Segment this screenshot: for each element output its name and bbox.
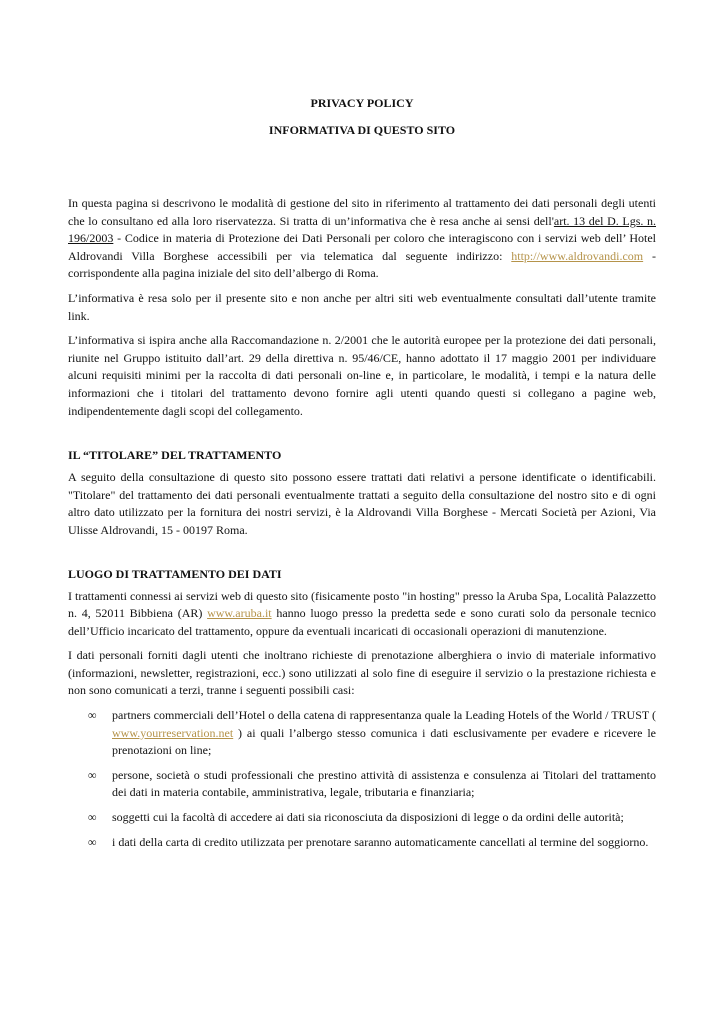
recipients-list (68, 707, 656, 851)
intro-paragraph-2: L’informativa è resa solo per il presente sito e non anche per altri siti web eventualmente consultati dall’utente tramite link. (68, 290, 656, 323)
intro-text-c: - corrispondente alla pagina iniziale del sito dell’albergo di Roma. (68, 248, 656, 281)
intro-text-b: - Codice in materia di Protezione dei Dati Personali per coloro che interagiscono con i servizi web dell’ Hotel Aldrovandi Villa Borghese accessibili per via telematica dal seguente indirizzo: (68, 231, 656, 263)
luogo-paragraph-1 (68, 588, 656, 641)
intro-paragraph-3: L’informativa si ispira anche alla Raccomandazione n. 2/2001 che le autorità europee per la protezione dei dati personali, riunite nel Gruppo istituito dall’art. 29 della direttiva n. 95/46/CE, hanno adottato il 17 maggio 2001 per individuare alcuni requisiti minimi per la raccolta di dati personali on-line e, in particolare, le modalità, i tempi e la natura delle informazioni che i titolari del trattamento devono fornire agli utenti quando questi si collegano a pagine web, indipendentemente dagli scopi del collegamento. (68, 333, 656, 418)
list-item (88, 767, 656, 802)
list-item (88, 809, 656, 827)
infinity-bullet-icon: ∞ (88, 834, 97, 849)
list-item (88, 707, 656, 760)
yourreservation-url-link[interactable]: www.yourreservation.net (112, 725, 234, 740)
section-heading-titolare: IL “TITOLARE” DEL TRATTAMENTO (68, 448, 282, 463)
list-item (88, 834, 656, 852)
infinity-bullet-icon: ∞ (88, 767, 97, 782)
law-reference-link[interactable]: art. 13 del D. Lgs. n. 196/2003 (68, 213, 656, 246)
bullet-1-text-a: partners commerciali dell’Hotel o della catena di rappresentanza quale la Leading Hotels of the World / TRUST ( (112, 708, 656, 723)
infinity-bullet-icon: ∞ (88, 708, 97, 723)
page-subtitle: INFORMATIVA DI QUESTO SITO (268, 123, 456, 137)
aruba-url-link[interactable]: www.aruba.it (207, 606, 272, 621)
intro-text-a: In questa pagina si descrivono le modalità di gestione del sito in riferimento al trattamento dei dati personali degli utenti che lo consultano ed alla loro riservatezza. Si tratta di un’informativa che è resa anche ai sensi dell' (68, 196, 656, 228)
bullet-2-text: persone, società o studi professionali che prestino attività di assistenza e consulenza ai Titolari del trattamento dei dati in materia contabile, amministrativa, legale, tributaria e finanziaria; (112, 767, 656, 800)
page-title: PRIVACY POLICY (310, 96, 414, 110)
luogo-text-b: hanno luogo presso la predetta sede e sono curati solo da personale tecnico dell’Ufficio incaricato del trattamento, oppure da eventuali incaricati di occasionali operazioni di manutenzione. (68, 606, 657, 638)
intro-paragraph-1 (68, 195, 656, 283)
luogo-text-a: I trattamenti connessi ai servizi web di questo sito (fisicamente posto "in hosting" presso la Aruba Spa, Località Palazzetto n. 4, 52011 Bibbiena (AR) (68, 588, 656, 621)
section-heading-luogo: LUOGO DI TRATTAMENTO DEI DATI (68, 566, 282, 581)
bullet-1-text-b: ) ai quali l’albergo stesso comunica i dati esclusivamente per evadere e ricevere le prenotazioni on line; (112, 725, 656, 758)
bullet-3-text: soggetti cui la facoltà di accedere ai dati sia riconosciuta da disposizioni di legge o da ordini delle autorità; (112, 810, 624, 825)
bullet-4-text: i dati della carta di credito utilizzata per prenotare saranno automaticamente cancellati al termine del soggiorno. (112, 834, 649, 849)
titolare-paragraph: A seguito della consultazione di questo sito possono essere trattati dati relativi a persone identificate o identificabili. "Titolare" del trattamento dei dati personali eventualmente trattati a seguito della consultazione del nostro sito e di ogni altro dato utilizzato per la fornitura dei nostri servizi, è la Aldrovandi Villa Borghese - Mercati Società per Azioni, Via Ulisse Aldrovandi, 15 - 00197 Roma. (68, 470, 656, 537)
aldrovandi-url-link[interactable]: http://www.aldrovandi.com (511, 248, 644, 263)
infinity-bullet-icon: ∞ (88, 810, 97, 825)
luogo-paragraph-2: I dati personali forniti dagli utenti che inoltrano richieste di prenotazione alberghiera o invio di materiale informativo (informazioni, newsletter, registrazioni, ecc.) sono utilizzati al solo fine di eseguire il servizio o la prestazione richiesta e non sono comunicati a terzi, tranne i seguenti possibili casi: (68, 648, 656, 698)
